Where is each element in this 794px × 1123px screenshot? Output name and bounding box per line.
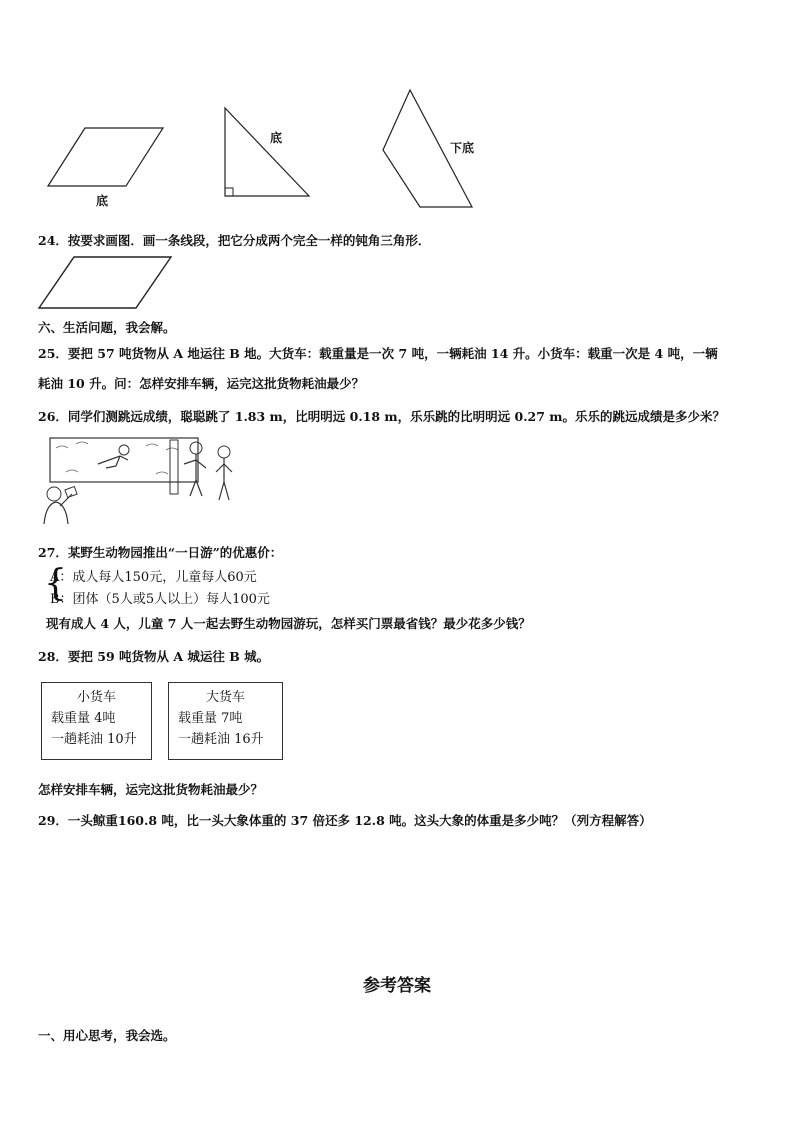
question-27-option-a: A：成人每人150元，儿童每人60元: [50, 570, 257, 585]
jumper-head: [119, 445, 129, 455]
parallelogram-drawing: [30, 252, 190, 314]
brace-icon: {: [44, 563, 67, 604]
parallelogram-base-label: 底: [96, 194, 109, 208]
trapezoid-base-label: 下底: [450, 141, 475, 155]
question-27-question: 现有成人 4 人，儿童 7 人一起去野生动物园游玩，怎样买门票最省钱？最少花多少钱？: [46, 616, 531, 631]
question-24: 24．按要求画图．画一条线段，把它分成两个完全一样的钝角三角形．: [38, 233, 431, 248]
large-truck-fuel: 一趟耗油 16升: [178, 732, 264, 747]
student-head-1: [190, 442, 202, 454]
right-triangle-figure: [225, 108, 309, 196]
question-26: 26．同学们测跳远成绩，聪聪跳了 1.83 m，比明明远 0.18 m，乐乐跳的比明明远 0.27 m。乐乐的跳远成绩是多少米？: [38, 409, 726, 424]
large-truck-capacity: 载重量 7吨: [178, 711, 243, 726]
parallelogram-figure: [48, 128, 163, 186]
question-29: 29．一头鲸重160.8 吨，比一头大象体重的 37 倍还多 12.8 吨。这头大象的体重是多少吨？（列方程解答）: [38, 813, 652, 828]
long-jump-illustration: [36, 434, 246, 526]
small-truck-fuel: 一趟耗油 10升: [51, 732, 137, 747]
small-truck-title: 小货车: [76, 690, 116, 705]
question-28-question: 怎样安排车辆，运完这批货物耗油最少？: [38, 782, 264, 797]
large-truck-card: [168, 682, 283, 760]
question-25-line2: 耗油 10 升。问：怎样安排车辆，运完这批货物耗油最少？: [38, 376, 365, 391]
large-truck-title: 大货车: [205, 690, 245, 705]
question-27-option-b: B：团体（5人或5人以上）每人100元: [50, 592, 270, 607]
answers-title: 参考答案: [363, 976, 431, 996]
right-angle-mark: [225, 188, 233, 196]
student-head-2: [218, 446, 230, 458]
question-25-line1: 25．要把 57 吨货物从 A 地运往 B 地。大货车：载重量是一次 7 吨，一辆耗油 14 升。小货车：载重一次是 4 吨，一辆: [38, 346, 718, 361]
geometry-figures: [0, 80, 794, 210]
small-truck-card: [41, 682, 152, 760]
answers-section-1: 一、用心思考，我会选。: [38, 1028, 176, 1043]
small-truck-capacity: 载重量 4吨: [51, 711, 116, 726]
question-27-intro: 27．某野生动物园推出“一日游”的优惠价：: [38, 545, 283, 560]
section-6-heading: 六、生活问题，我会解。: [38, 320, 176, 335]
triangle-base-label: 底: [270, 131, 283, 145]
question-28: 28．要把 59 吨货物从 A 城运往 B 城。: [38, 649, 270, 664]
teacher-head: [47, 487, 61, 501]
